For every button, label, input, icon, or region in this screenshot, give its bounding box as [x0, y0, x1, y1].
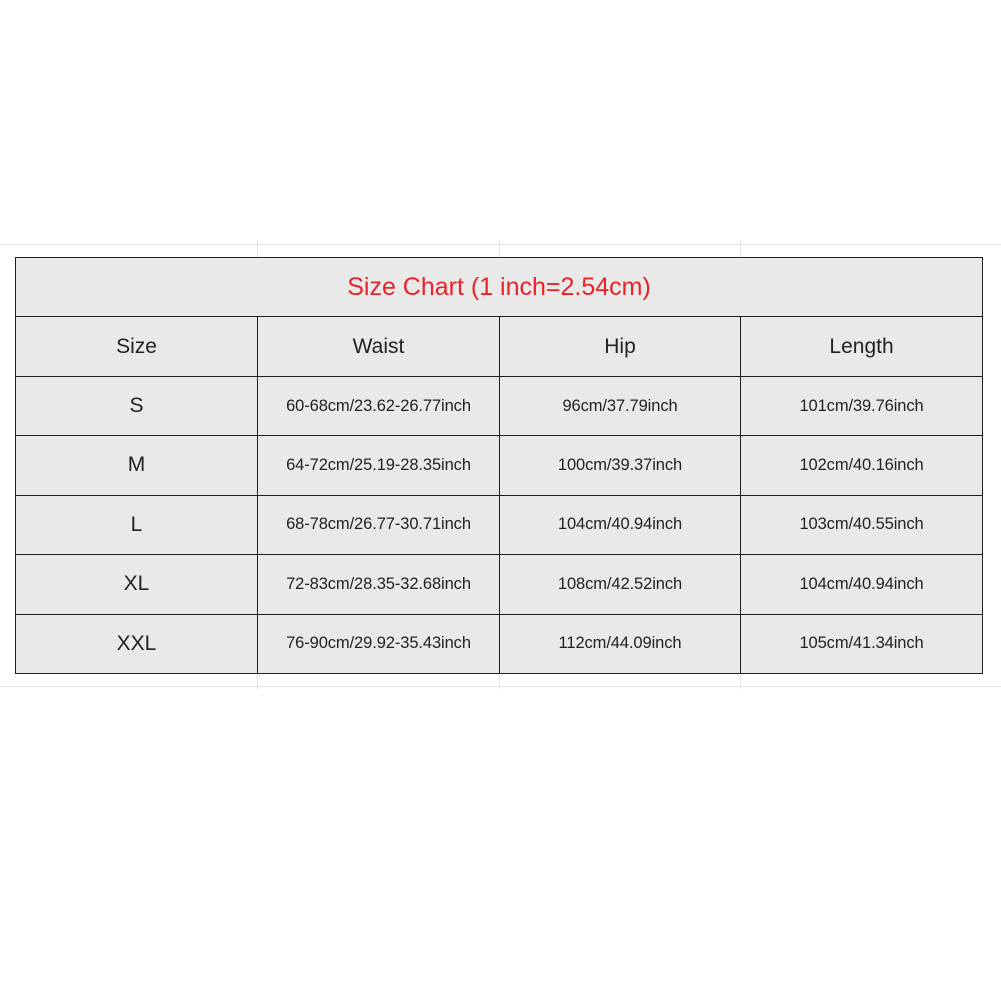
size-chart-table — [15, 257, 983, 674]
size-cell: S — [16, 376, 258, 435]
waist-cell: 68-78cm/26.77-30.71inch — [258, 495, 500, 554]
table-row — [16, 555, 983, 614]
length-cell: 103cm/40.55inch — [741, 495, 983, 554]
length-cell: 105cm/41.34inch — [741, 614, 983, 673]
hip-cell: 104cm/40.94inch — [500, 495, 741, 554]
waist-cell: 72-83cm/28.35-32.68inch — [258, 555, 500, 614]
table-row — [16, 495, 983, 554]
hip-cell: 96cm/37.79inch — [500, 376, 741, 435]
waist-cell: 60-68cm/23.62-26.77inch — [258, 376, 500, 435]
sheet-gridline — [0, 686, 1001, 687]
waist-cell: 64-72cm/25.19-28.35inch — [258, 436, 500, 495]
header-length: Length — [741, 317, 983, 376]
table-row — [16, 436, 983, 495]
sheet-gridline — [0, 244, 1001, 245]
header-size: Size — [16, 317, 258, 376]
length-cell: 101cm/39.76inch — [741, 376, 983, 435]
hip-cell: 108cm/42.52inch — [500, 555, 741, 614]
header-row — [16, 317, 983, 376]
hip-cell: 112cm/44.09inch — [500, 614, 741, 673]
size-cell: XXL — [16, 614, 258, 673]
length-cell: 102cm/40.16inch — [741, 436, 983, 495]
header-waist: Waist — [258, 317, 500, 376]
size-cell: XL — [16, 555, 258, 614]
hip-cell: 100cm/39.37inch — [500, 436, 741, 495]
waist-cell: 76-90cm/29.92-35.43inch — [258, 614, 500, 673]
title-row — [16, 258, 983, 317]
header-hip: Hip — [500, 317, 741, 376]
table-row — [16, 614, 983, 673]
table-row — [16, 376, 983, 435]
table-title: Size Chart (1 inch=2.54cm) — [16, 258, 983, 317]
size-cell: M — [16, 436, 258, 495]
size-cell: L — [16, 495, 258, 554]
length-cell: 104cm/40.94inch — [741, 555, 983, 614]
